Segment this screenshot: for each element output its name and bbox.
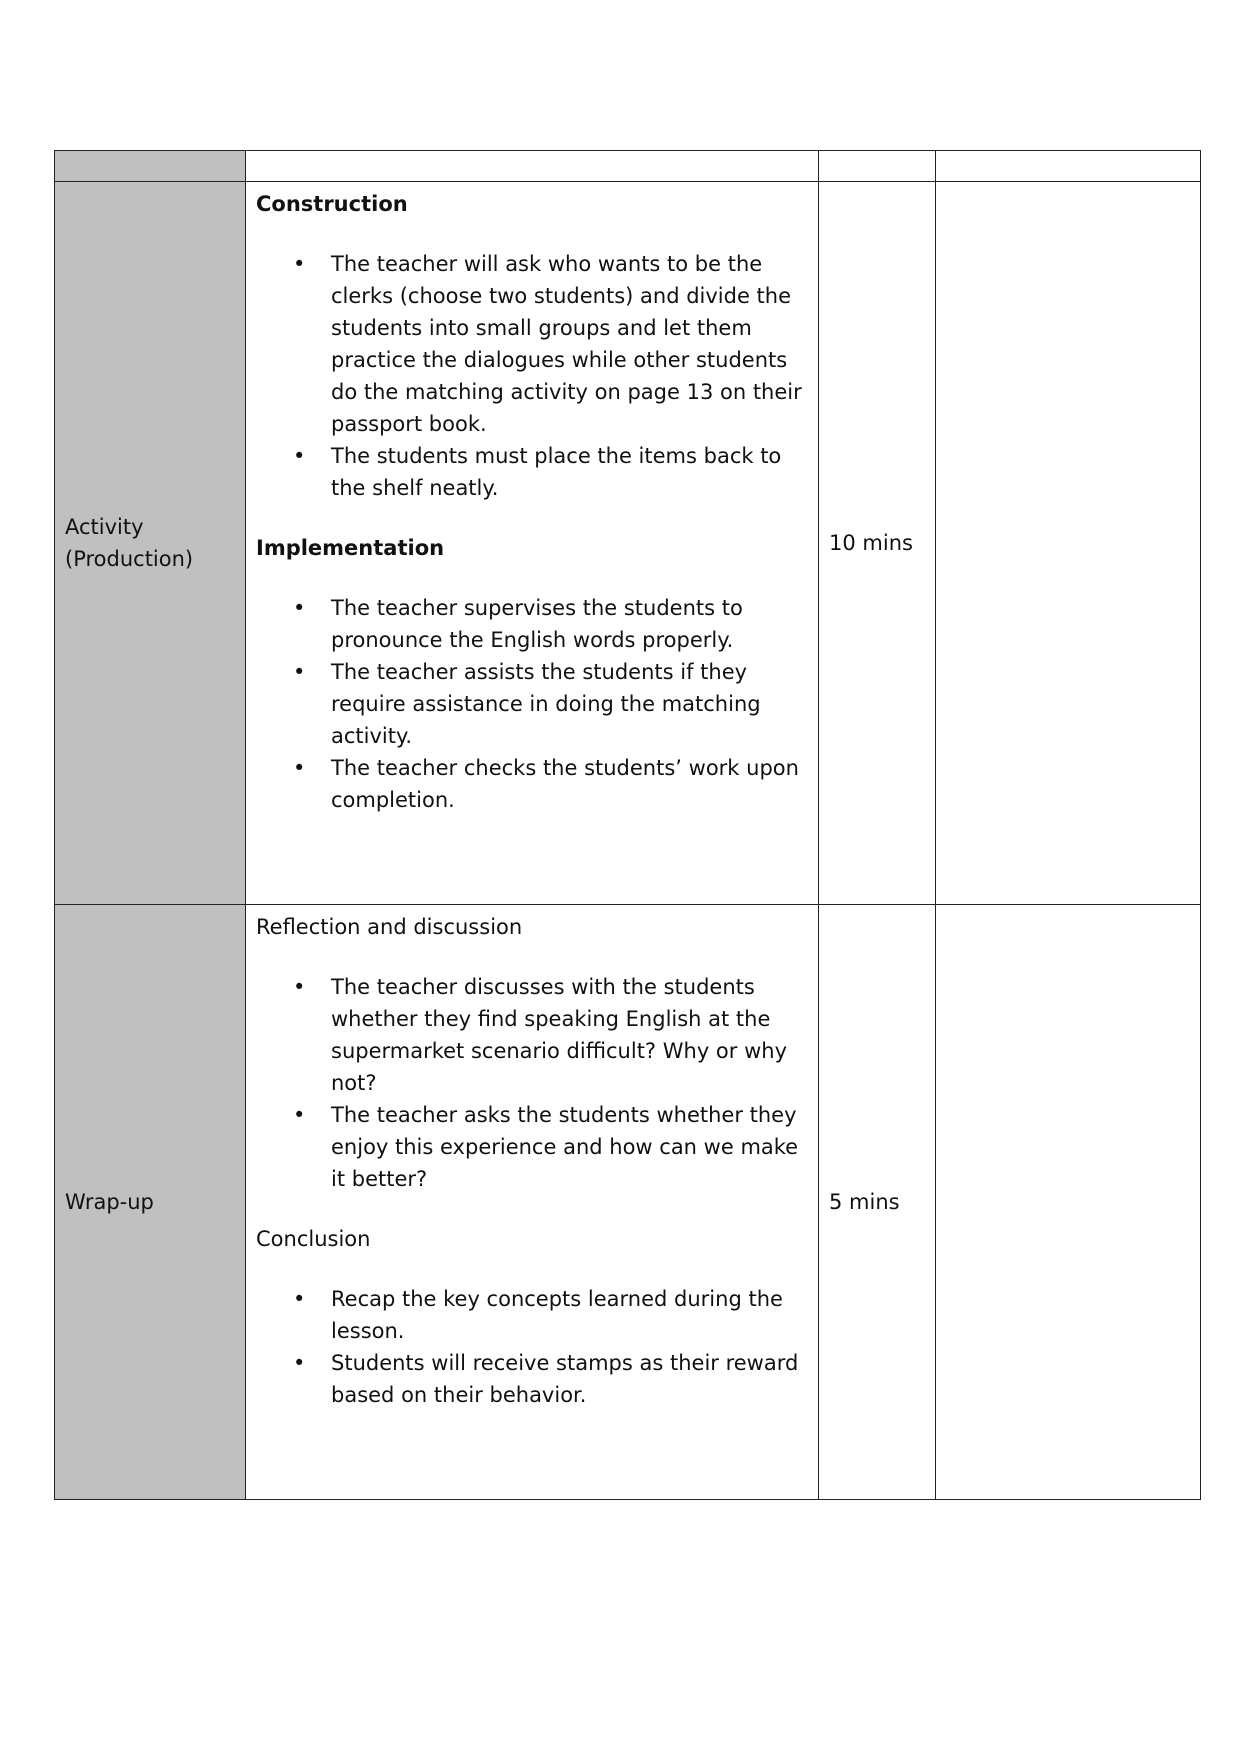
wrapup-notes-cell [936, 905, 1201, 1500]
activity-notes-cell [936, 182, 1201, 905]
list-item: • The teacher discusses with the students whether they find speaking English at the supermarket scenario difficult? Why or why not? [331, 971, 808, 1099]
activity-stage-cell [55, 182, 246, 905]
construction-title: Construction [256, 192, 408, 216]
activity-row [55, 182, 1201, 905]
header-content-cell [246, 151, 819, 182]
list-item: • The teacher supervises the students to pronounce the English words properly. [331, 592, 808, 656]
wrapup-time-cell: 5 mins [819, 905, 936, 1500]
implementation-title: Implementation [256, 536, 445, 560]
list-item: • The teacher assists the students if they require assistance in doing the matching activity. [331, 656, 808, 752]
wrapup-row [55, 905, 1201, 1500]
list-item: • The teacher will ask who wants to be the clerks (choose two students) and divide the students into small groups and let them practice the dialogues while other students do the matching activity on page 13 on their passport book. [331, 248, 808, 440]
activity-time-cell: 10 mins [819, 182, 936, 905]
activity-stage-sublabel: (Production) [65, 547, 194, 571]
implementation-list [256, 592, 808, 816]
wrapup-stage-cell [55, 905, 246, 1500]
list-item: • Recap the key concepts learned during the lesson. [331, 1283, 808, 1347]
wrapup-stage-label: Wrap-up [65, 1190, 154, 1214]
header-stage-cell [55, 151, 246, 182]
activity-content-cell [246, 182, 819, 905]
reflection-list [256, 971, 808, 1195]
table-header-row [55, 151, 1201, 182]
list-item: • The teacher checks the students’ work upon completion. [331, 752, 808, 816]
list-item: • The students must place the items back to the shelf neatly. [331, 440, 808, 504]
lesson-plan-table [54, 150, 1201, 1500]
construction-list [256, 248, 808, 504]
list-item: • The teacher asks the students whether they enjoy this experience and how can we make it better? [331, 1099, 808, 1195]
reflection-title: Reflection and discussion [256, 915, 523, 939]
conclusion-list [256, 1283, 808, 1411]
header-time-cell [819, 151, 936, 182]
conclusion-title: Conclusion [256, 1227, 371, 1251]
activity-stage-label: Activity [65, 515, 144, 539]
list-item: • Students will receive stamps as their reward based on their behavior. [331, 1347, 808, 1411]
wrapup-content-cell [246, 905, 819, 1500]
header-notes-cell [936, 151, 1201, 182]
